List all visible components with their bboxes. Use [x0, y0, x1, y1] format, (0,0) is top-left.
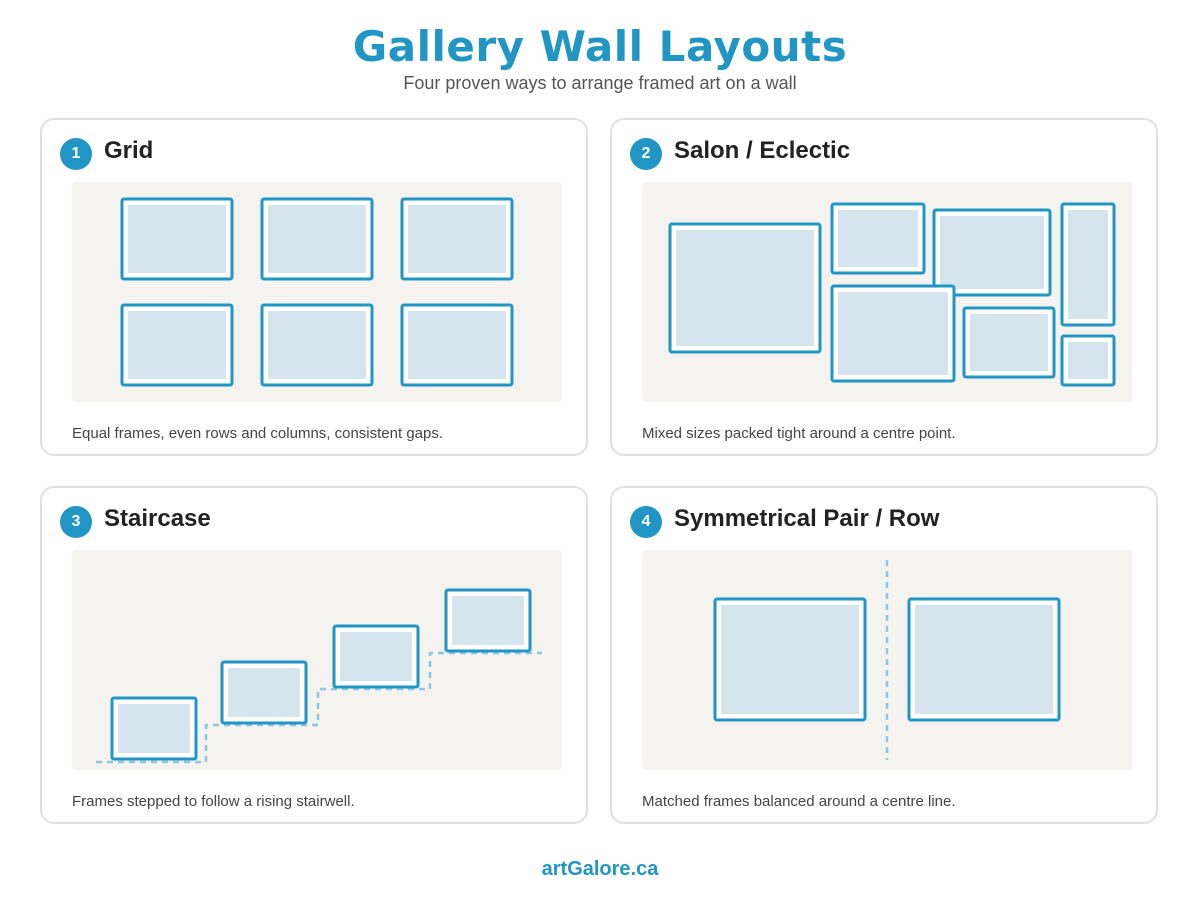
frame	[112, 698, 196, 759]
page-title: Gallery Wall Layouts	[352, 22, 848, 71]
frame	[832, 204, 924, 273]
card-title: Symmetrical Pair / Row	[674, 505, 940, 532]
page-subtitle: Four proven ways to arrange framed art on a wall	[403, 73, 797, 93]
wall-illustration	[642, 182, 1132, 402]
salon-layout-diagram	[642, 182, 1132, 402]
frame	[262, 199, 372, 279]
frame	[1062, 204, 1114, 325]
frame	[334, 626, 418, 687]
wall-illustration	[642, 550, 1132, 770]
number-badge: 2	[630, 138, 662, 170]
wall-illustration	[72, 182, 562, 402]
frame	[832, 286, 954, 381]
layout-card-salon	[610, 118, 1158, 456]
frame	[222, 662, 306, 723]
frame	[670, 224, 820, 352]
frame	[715, 599, 865, 720]
frame	[446, 590, 530, 651]
frame	[122, 199, 232, 279]
staircase-layout-diagram	[72, 550, 562, 770]
frame	[262, 305, 372, 385]
layout-card-staircase	[40, 486, 588, 824]
number-badge: 4	[630, 506, 662, 538]
card-description: Frames stepped to follow a rising stairwell.	[72, 793, 355, 810]
card-title: Grid	[104, 137, 154, 164]
frame	[909, 599, 1059, 720]
card-title: Staircase	[104, 505, 211, 532]
number-badge: 3	[60, 506, 92, 538]
frame	[934, 210, 1050, 295]
wall-illustration	[72, 550, 562, 770]
frame	[402, 199, 512, 279]
symmetrical-layout-diagram	[642, 550, 1132, 770]
frame	[402, 305, 512, 385]
number-badge: 1	[60, 138, 92, 170]
layout-card-grid	[40, 118, 588, 456]
card-description: Matched frames balanced around a centre line.	[642, 793, 956, 810]
card-description: Mixed sizes packed tight around a centre point.	[642, 425, 956, 442]
layout-card-symmetrical	[610, 486, 1158, 824]
frame	[1062, 336, 1114, 385]
frame	[964, 308, 1054, 377]
frame	[122, 305, 232, 385]
grid-layout-diagram	[72, 182, 562, 402]
brand-footer: artGalore.ca	[541, 858, 659, 880]
card-description: Equal frames, even rows and columns, consistent gaps.	[72, 425, 444, 442]
card-title: Salon / Eclectic	[674, 137, 851, 164]
